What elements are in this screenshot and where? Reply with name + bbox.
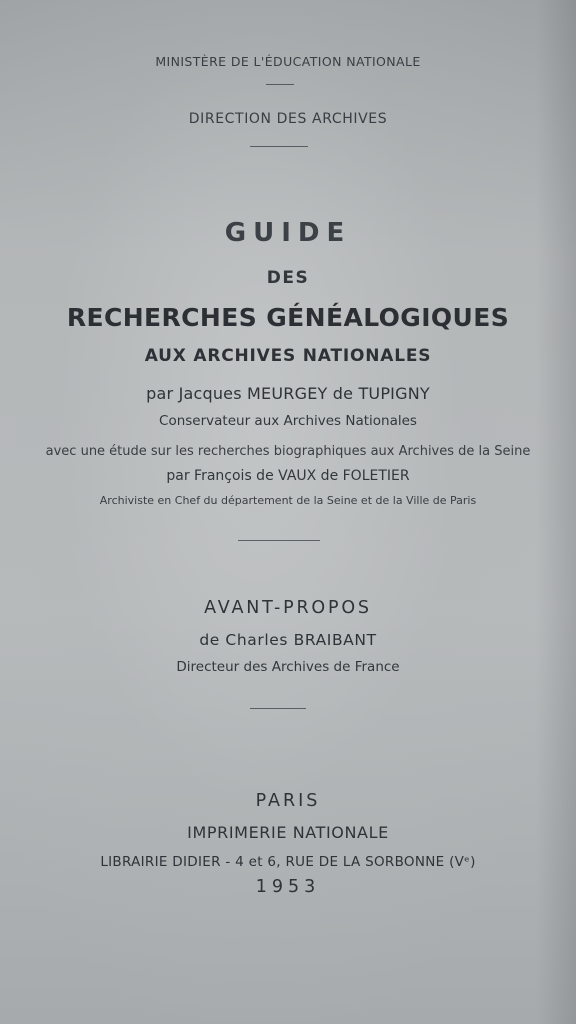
foreword-author: de Charles BRAIBANT bbox=[199, 631, 377, 649]
divider-2 bbox=[250, 146, 308, 147]
title-guide: GUIDE bbox=[224, 218, 352, 248]
page-edge-shadow bbox=[536, 0, 576, 1024]
imprint-publisher: LIBRAIRIE DIDIER - 4 et 6, RUE DE LA SORBONNE (Vᵉ) bbox=[100, 854, 476, 870]
title-main: RECHERCHES GÉNÉALOGIQUES bbox=[66, 303, 510, 332]
ministry-heading: MINISTÈRE DE L'ÉDUCATION NATIONALE bbox=[155, 54, 421, 69]
divider-4 bbox=[250, 708, 306, 709]
title-des: DES bbox=[266, 268, 310, 288]
foreword-role: Directeur des Archives de France bbox=[176, 659, 400, 675]
coauthor-line: par François de VAUX de FOLETIER bbox=[166, 468, 410, 484]
imprint-year: 1953 bbox=[255, 877, 321, 897]
author-line: par Jacques MEURGEY de TUPIGNY bbox=[146, 384, 430, 403]
imprint-city: PARIS bbox=[255, 791, 321, 811]
coauthor-role: Archiviste en Chef du département de la Seine et de la Ville de Paris bbox=[99, 494, 477, 507]
direction-heading: DIRECTION DES ARCHIVES bbox=[188, 111, 388, 127]
foreword-heading: AVANT-PROPOS bbox=[204, 598, 372, 618]
author-role: Conservateur aux Archives Nationales bbox=[159, 413, 417, 429]
divider-3 bbox=[238, 540, 320, 541]
title-sub: AUX ARCHIVES NATIONALES bbox=[144, 346, 432, 366]
study-line: avec une étude sur les recherches biographiques aux Archives de la Seine bbox=[45, 444, 531, 459]
divider-1 bbox=[266, 84, 294, 85]
imprint-printer: IMPRIMERIE NATIONALE bbox=[187, 823, 389, 842]
